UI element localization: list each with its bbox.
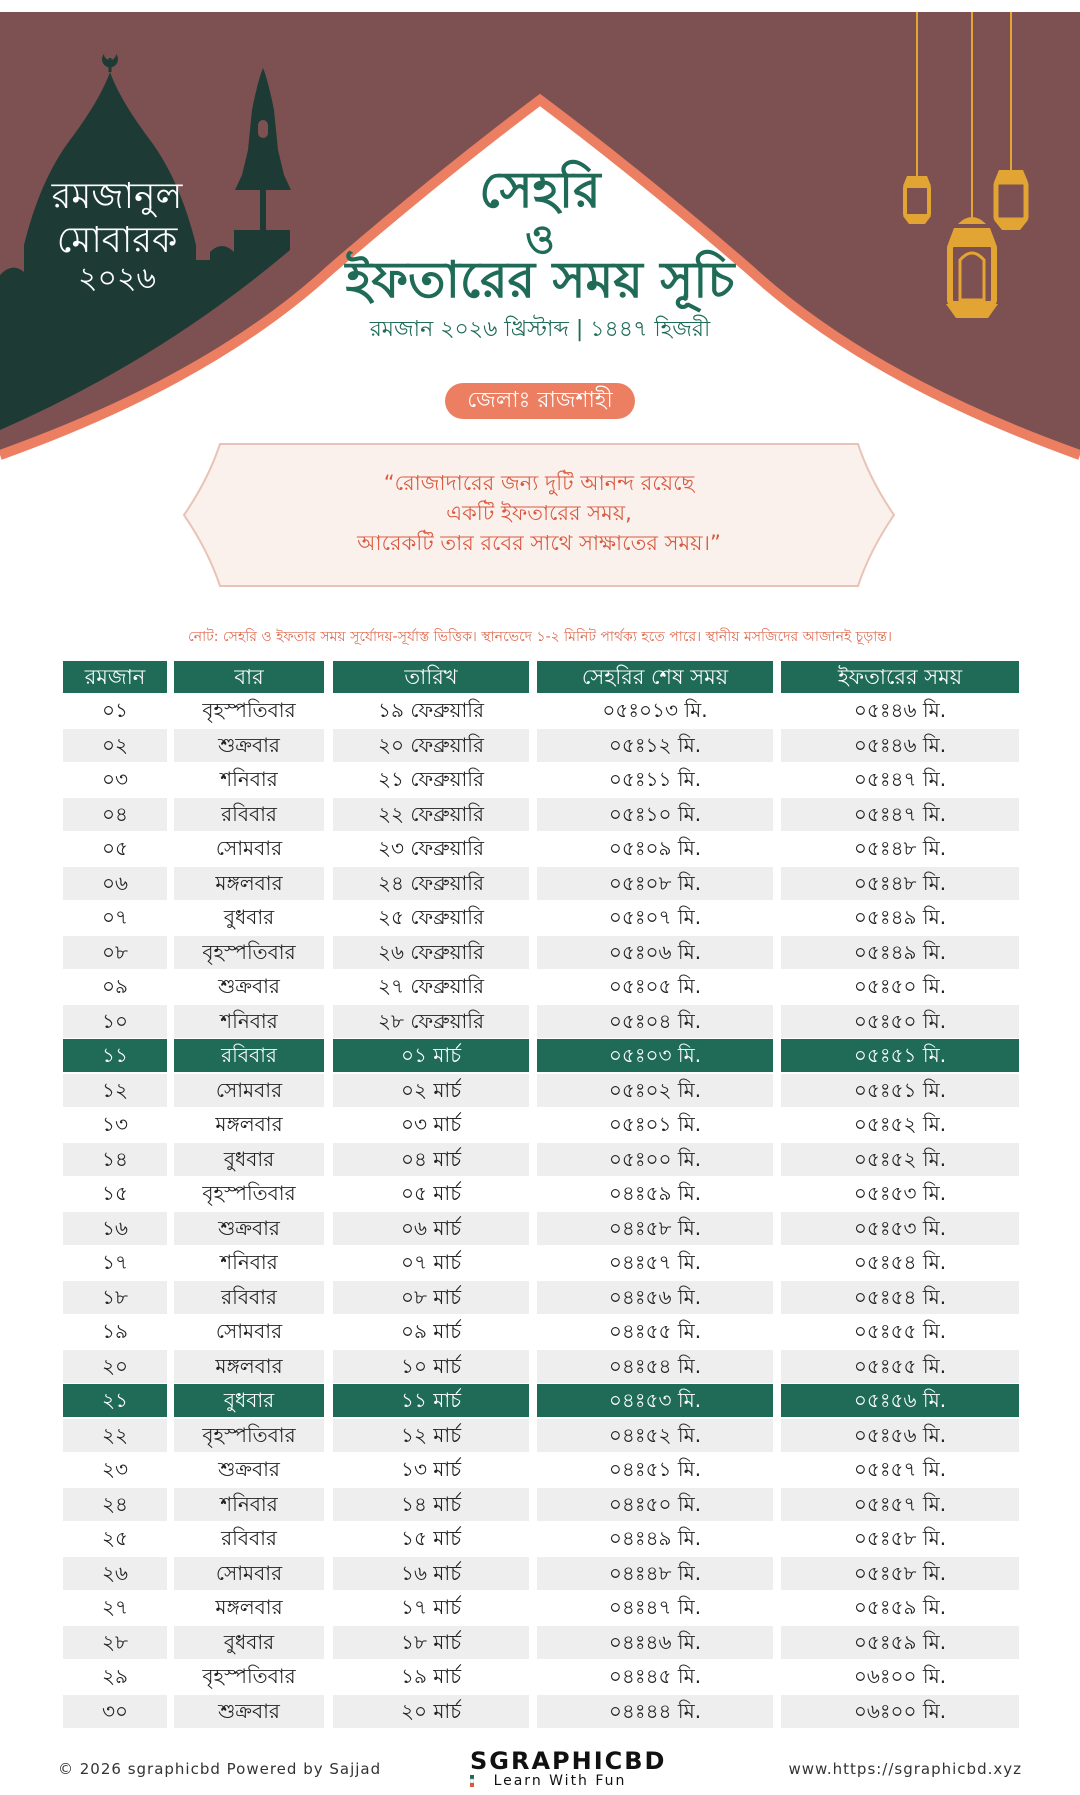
table-row: [63, 901, 1019, 936]
table-row: [63, 867, 1019, 902]
table-row: [63, 1246, 1019, 1281]
weekday-cell: রবিবার: [174, 798, 324, 831]
table-row: [63, 1384, 1019, 1419]
date-cell: ২৭ ফেব্রুয়ারি: [377, 974, 485, 998]
iftar-time-cell: ০৫ঃ৪৮ মি.: [853, 836, 947, 860]
ramadan-day-cell: ০৮: [63, 936, 167, 969]
date-cell: ১৬ মার্চ: [333, 1557, 529, 1590]
badge-year: ২০২৬: [77, 261, 157, 296]
iftar-time-cell: ০৫ঃ৫৫ মি.: [781, 1350, 1019, 1383]
iftar-time-cell: ০৫ঃ৫৯ মি.: [781, 1626, 1019, 1659]
ramadan-day-cell: ০৬: [63, 867, 167, 900]
ramadan-day-cell: ২৮: [63, 1626, 167, 1659]
column-header-sehri: সেহরির শেষ সময়: [537, 661, 773, 693]
table-row: [63, 1143, 1019, 1178]
date-cell: ০১ মার্চ: [333, 1039, 529, 1072]
ramadan-day-cell: ০৯: [102, 974, 128, 998]
iftar-time-cell: ০৫ঃ৫৯ মি.: [853, 1595, 947, 1619]
iftar-time-cell: ০৫ঃ৫২ মি.: [853, 1112, 947, 1136]
weekday-cell: সোমবার: [174, 1074, 324, 1107]
table-row: [63, 1522, 1019, 1557]
table-row: [63, 1557, 1019, 1592]
iftar-time-cell: ০৫ঃ৫০ মি.: [781, 1005, 1019, 1038]
date-cell: ০৯ মার্চ: [400, 1319, 462, 1343]
date-cell: ১৮ মার্চ: [333, 1626, 529, 1659]
brand-logo: [470, 1747, 667, 1789]
sehri-time-cell: ০৪ঃ৪৬ মি.: [537, 1626, 773, 1659]
sehri-time-cell: ০৫ঃ১০ মি.: [537, 798, 773, 831]
table-row: [63, 1660, 1019, 1695]
ramadan-day-cell: ২৫: [102, 1526, 128, 1550]
quote-text: [180, 468, 898, 558]
iftar-time-cell: ০৫ঃ৪৯ মি.: [781, 936, 1019, 969]
table-row: [63, 1350, 1019, 1385]
table-row: [63, 1315, 1019, 1350]
ramadan-day-cell: ১৫: [102, 1181, 128, 1205]
ramadan-day-cell: ২৭: [101, 1595, 128, 1619]
iftar-time-cell: ০৫ঃ৫০ মি.: [853, 974, 947, 998]
date-cell: ২৬ ফেব্রুয়ারি: [333, 936, 529, 969]
sehri-time-cell: ০৫ঃ০০ মি.: [537, 1143, 773, 1176]
weekday-cell: মঙ্গলবার: [215, 1112, 283, 1136]
date-cell: ২৪ ফেব্রুয়ারি: [333, 867, 529, 900]
table-row: [63, 1281, 1019, 1316]
column-header-iftar: ইফতারের সময়: [781, 661, 1019, 693]
weekday-cell: সোমবার: [174, 1557, 324, 1590]
iftar-time-cell: ০৬ঃ০০ মি.: [853, 1664, 947, 1688]
iftar-time-cell: ০৫ঃ৫৭ মি.: [781, 1488, 1019, 1521]
badge-line2: মোবারক: [56, 220, 178, 261]
ramadan-day-cell: ০২: [63, 729, 167, 762]
weekday-cell: শনিবার: [174, 1488, 324, 1521]
title-line2: ও: [525, 216, 555, 263]
date-cell: ২২ ফেব্রুয়ারি: [333, 798, 529, 831]
table-row: [63, 798, 1019, 833]
weekday-cell: বৃহস্পতিবার: [202, 698, 296, 722]
iftar-time-cell: ০৫ঃ৪৮ মি.: [781, 867, 1019, 900]
table-row: [63, 1695, 1019, 1730]
date-cell: ১৭ মার্চ: [400, 1595, 462, 1619]
iftar-time-cell: ০৫ঃ৫৬ মি.: [781, 1384, 1019, 1417]
column-header-ramadan: রমজান: [63, 661, 167, 693]
table-header: [63, 661, 1019, 694]
badge-line1: রমজানুল: [51, 176, 183, 217]
footer-website-link[interactable]: www.https://sgraphicbd.xyz: [788, 1760, 1022, 1778]
weekday-cell: শনিবার: [220, 767, 278, 791]
sehri-time-cell: ০৪ঃ৫৫ মি.: [608, 1319, 702, 1343]
sehri-time-cell: ০৪ঃ৫৬ মি.: [537, 1281, 773, 1314]
weekday-cell: বুধবার: [174, 1384, 324, 1417]
sehri-time-cell: ০৪ঃ৪৮ মি.: [537, 1557, 773, 1590]
ramadan-day-cell: ১৩: [102, 1112, 128, 1136]
date-cell: ২৩ ফেব্রুয়ারি: [377, 836, 485, 860]
weekday-cell: মঙ্গলবার: [174, 1350, 324, 1383]
sehri-time-cell: ০৪ঃ৫৭ মি.: [608, 1250, 702, 1274]
weekday-cell: শুক্রবার: [174, 1212, 324, 1245]
ramadan-day-cell: ০৩: [101, 767, 128, 791]
sehri-time-cell: ০৫ঃ০৫ মি.: [608, 974, 702, 998]
sehri-time-cell: ০৪ঃ৪৯ মি.: [608, 1526, 702, 1550]
table-row: [63, 1419, 1019, 1454]
date-cell: ০৪ মার্চ: [333, 1143, 529, 1176]
sehri-time-cell: ০৫ঃ০২ মি.: [537, 1074, 773, 1107]
ramadan-day-cell: ২২: [63, 1419, 167, 1452]
table-row: [63, 763, 1019, 798]
iftar-time-cell: ০৫ঃ৫৩ মি.: [781, 1212, 1019, 1245]
weekday-cell: বৃহস্পতিবার: [202, 1664, 296, 1688]
weekday-cell: শুক্রবার: [218, 974, 280, 998]
ramadan-day-cell: ০৪: [63, 798, 167, 831]
ramadan-day-cell: ২৪: [63, 1488, 167, 1521]
table-body: [63, 694, 1019, 1729]
sehri-time-cell: ০৫ঃ০৩ মি.: [537, 1039, 773, 1072]
weekday-cell: মঙ্গলবার: [215, 1595, 283, 1619]
iftar-time-cell: ০৫ঃ৪৬ মি.: [853, 698, 947, 722]
weekday-cell: শুক্রবার: [174, 1695, 324, 1728]
iftar-time-cell: ০৫ঃ৪৬ মি.: [781, 729, 1019, 762]
weekday-cell: রবিবার: [174, 1039, 324, 1072]
table-row: [63, 1626, 1019, 1661]
sehri-time-cell: ০৪ঃ৫০ মি.: [537, 1488, 773, 1521]
ramadan-day-cell: ২১: [63, 1384, 167, 1417]
iftar-time-cell: ০৫ঃ৫১ মি.: [781, 1074, 1019, 1107]
quote-line1: “রোজাদারের জন্য দুটি আনন্দ রয়েছে: [383, 471, 695, 495]
date-cell: ২০ ফেব্রুয়ারি: [333, 729, 529, 762]
date-cell: ০২ মার্চ: [333, 1074, 529, 1107]
weekday-cell: শনিবার: [220, 1250, 278, 1274]
sehri-time-cell: ০৪ঃ৫২ মি.: [537, 1419, 773, 1452]
iftar-time-cell: ০৬ঃ০০ মি.: [781, 1695, 1019, 1728]
ramadan-day-cell: ২৯: [102, 1664, 128, 1688]
sehri-time-cell: ০৫ঃ০১ মি.: [608, 1112, 702, 1136]
iftar-time-cell: ০৫ঃ৫৭ মি.: [853, 1457, 947, 1481]
sehri-time-cell: ০৫ঃ১১ মি.: [608, 767, 702, 791]
ramadan-day-cell: ০১: [102, 698, 128, 722]
ramadan-day-cell: ২৬: [63, 1557, 167, 1590]
weekday-cell: শুক্রবার: [174, 729, 324, 762]
ramadan-day-cell: ৩০: [63, 1695, 167, 1728]
iftar-time-cell: ০৫ঃ৫১ মি.: [781, 1039, 1019, 1072]
date-cell: ০৩ মার্চ: [400, 1112, 462, 1136]
sehri-time-cell: ০৫ঃ১২ মি.: [537, 729, 773, 762]
ramadan-day-cell: ১২: [63, 1074, 167, 1107]
date-cell: ০৬ মার্চ: [333, 1212, 529, 1245]
weekday-cell: বুধবার: [223, 905, 275, 929]
iftar-time-cell: ০৫ঃ৪৭ মি.: [853, 767, 947, 791]
weekday-cell: বুধবার: [174, 1143, 324, 1176]
ramadan-day-cell: ১৮: [63, 1281, 167, 1314]
table-row: [63, 729, 1019, 764]
ramadan-day-cell: ২৩: [101, 1457, 128, 1481]
date-cell: ১১ মার্চ: [333, 1384, 529, 1417]
weekday-cell: বৃহস্পতিবার: [174, 936, 324, 969]
column-header-date: তারিখ: [333, 661, 529, 693]
ramadan-day-cell: ১৪: [63, 1143, 167, 1176]
date-cell: ১৯ ফেব্রুয়ারি: [378, 698, 484, 722]
iftar-time-cell: ০৫ঃ৫৮ মি.: [853, 1526, 947, 1550]
ramadan-day-cell: ২০: [63, 1350, 167, 1383]
sehri-time-cell: ০৪ঃ৪৫ মি.: [608, 1664, 702, 1688]
weekday-cell: বৃহস্পতিবার: [202, 1181, 296, 1205]
ramadan-day-cell: ০৫: [102, 836, 128, 860]
table-row: [63, 694, 1019, 729]
date-cell: ১৪ মার্চ: [333, 1488, 529, 1521]
sehri-time-cell: ০৫ঃ০১৩ মি.: [602, 698, 708, 722]
iftar-time-cell: ০৫ঃ৫৩ মি.: [853, 1181, 947, 1205]
ramadan-day-cell: ১৯: [102, 1319, 128, 1343]
sehri-time-cell: ০৪ঃ৫৮ মি.: [537, 1212, 773, 1245]
iftar-time-cell: ০৫ঃ৫৪ মি.: [853, 1250, 947, 1274]
ramadan-day-cell: ১০: [63, 1005, 167, 1038]
iftar-time-cell: ০৫ঃ৫৬ মি.: [781, 1419, 1019, 1452]
weekday-cell: বৃহস্পতিবার: [174, 1419, 324, 1452]
column-header-day: বার: [174, 661, 324, 693]
date-cell: ২৫ ফেব্রুয়ারি: [378, 905, 484, 929]
sehri-time-cell: ০৪ঃ৫৪ মি.: [537, 1350, 773, 1383]
page-subtitle: রমজান ২০২৬ খ্রিস্টাব্দ | ১৪৪৭ হিজরী: [369, 317, 711, 342]
iftar-time-cell: ০৫ঃ৫৪ মি.: [781, 1281, 1019, 1314]
footer-copyright: © 2026 sgraphicbd Powered by Sajjad: [58, 1760, 382, 1778]
sehri-time-cell: ০৫ঃ০৭ মি.: [608, 905, 702, 929]
table-row: [63, 1108, 1019, 1143]
date-cell: ০৫ মার্চ: [400, 1181, 462, 1205]
ramadan-day-cell: ১৬: [63, 1212, 167, 1245]
weekday-cell: সোমবার: [215, 1319, 283, 1343]
sehri-time-cell: ০৫ঃ০৯ মি.: [608, 836, 702, 860]
date-cell: ১২ মার্চ: [333, 1419, 529, 1452]
district-badge: জেলাঃ রাজশাহী: [445, 383, 635, 419]
iftar-time-cell: ০৫ঃ৫২ মি.: [781, 1143, 1019, 1176]
sehri-time-cell: ০৪ঃ৪৭ মি.: [608, 1595, 702, 1619]
weekday-cell: বুধবার: [174, 1626, 324, 1659]
ramadan-day-cell: ১১: [63, 1039, 167, 1072]
ramadan-day-cell: ১৭: [102, 1250, 128, 1274]
iftar-time-cell: ০৫ঃ৪৯ মি.: [853, 905, 947, 929]
weekday-cell: শনিবার: [174, 1005, 324, 1038]
date-cell: ২৮ ফেব্রুয়ারি: [333, 1005, 529, 1038]
table-row: [63, 936, 1019, 971]
weekday-cell: রবিবার: [174, 1281, 324, 1314]
brand-tagline: Learn With Fun: [493, 1773, 627, 1789]
weekday-cell: সোমবার: [215, 836, 283, 860]
schedule-note: নোট: সেহরি ও ইফতার সময় সূর্যোদয়-সূর্যাস্ত ভিত্তিক। স্থানভেদে ১-২ মিনিট পার্থক্য হতে পারে। স্থানীয় মসজিদের আজানই চূড়ান্ত।: [188, 629, 892, 645]
quote-line3: আরেকটি তার রবের সাথে সাক্ষাতের সময়।”: [357, 531, 721, 555]
date-cell: ১৯ মার্চ: [400, 1664, 461, 1688]
date-cell: ২০ মার্চ: [333, 1695, 529, 1728]
table-row: [63, 1488, 1019, 1523]
table-row: [63, 1177, 1019, 1212]
date-cell: ০৭ মার্চ: [400, 1250, 462, 1274]
table-row: [63, 1453, 1019, 1488]
title-line1: সেহরি: [479, 160, 601, 219]
date-cell: ১৩ মার্চ: [400, 1457, 462, 1481]
weekday-cell: মঙ্গলবার: [174, 867, 324, 900]
table-row: [63, 1074, 1019, 1109]
brand-name: SGRAPHICBD: [470, 1747, 667, 1775]
iftar-time-cell: ০৫ঃ৫৮ মি.: [781, 1557, 1019, 1590]
weekday-cell: শুক্রবার: [218, 1457, 280, 1481]
sehri-time-cell: ০৪ঃ৫১ মি.: [608, 1457, 702, 1481]
date-cell: ২১ ফেব্রুয়ারি: [378, 767, 484, 791]
table-row: [63, 1591, 1019, 1626]
table-row: [63, 970, 1019, 1005]
table-row: [63, 1039, 1019, 1074]
iftar-time-cell: ০৫ঃ৪৭ মি.: [781, 798, 1019, 831]
schedule-table: [63, 661, 1019, 1729]
ramadan-day-cell: ০৭: [101, 905, 128, 929]
page-title: ইফতারের সময় সূচি: [345, 250, 735, 309]
date-cell: ০৮ মার্চ: [333, 1281, 529, 1314]
table-row: [63, 1005, 1019, 1040]
date-cell: ১০ মার্চ: [333, 1350, 529, 1383]
sehri-time-cell: ০৪ঃ৪৪ মি.: [537, 1695, 773, 1728]
flag-mark-icon: [470, 1775, 474, 1787]
weekday-cell: রবিবার: [221, 1526, 277, 1550]
date-cell: ১৫ মার্চ: [400, 1526, 461, 1550]
sehri-time-cell: ০৪ঃ৫৩ মি.: [537, 1384, 773, 1417]
sehri-time-cell: ০৪ঃ৫৯ মি.: [608, 1181, 702, 1205]
iftar-time-cell: ০৫ঃ৫৫ মি.: [853, 1319, 947, 1343]
quote-line2: একটি ইফতারের সময়,: [446, 501, 632, 525]
table-row: [63, 1212, 1019, 1247]
table-row: [63, 832, 1019, 867]
sehri-time-cell: ০৫ঃ০৪ মি.: [537, 1005, 773, 1038]
sehri-time-cell: ০৫ঃ০৮ মি.: [537, 867, 773, 900]
sehri-time-cell: ০৫ঃ০৬ মি.: [537, 936, 773, 969]
